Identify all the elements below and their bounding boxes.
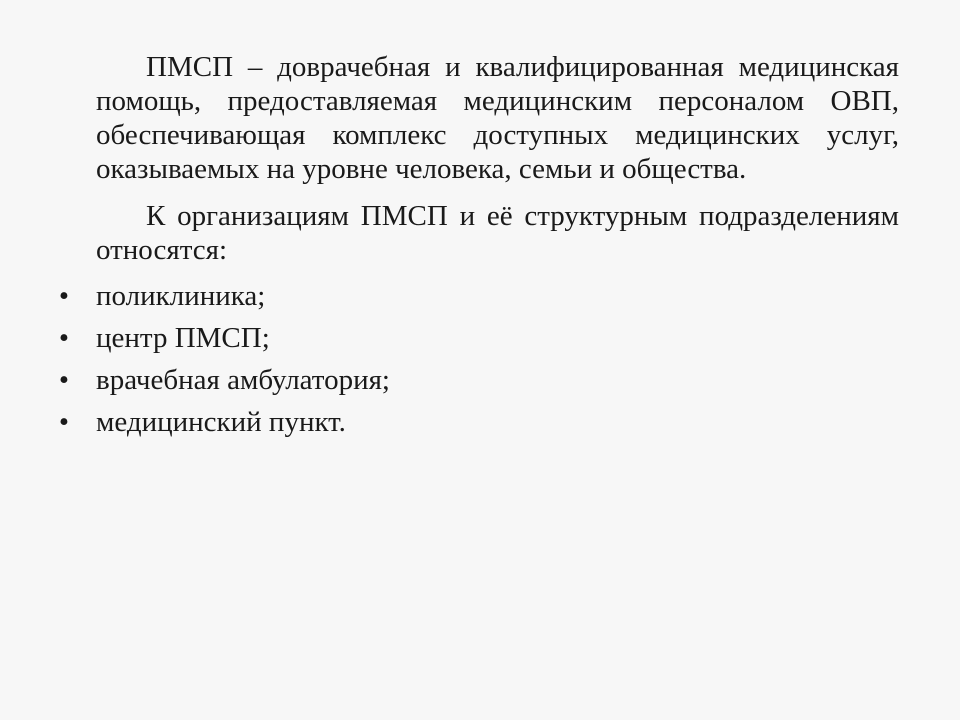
list-item [58, 321, 899, 355]
bullet-icon: • [58, 280, 70, 312]
slide-content [58, 50, 899, 447]
bullet-icon: • [58, 406, 70, 438]
definition-paragraph: ПМСП – доврачебная и квалифицированная медицинская помощь, предоставляемая медицинским персоналом ОВП, обеспечивающая комплекс доступных медицинских услуг, оказываемых на уровне человека, семьи и общества. [96, 51, 899, 185]
list-item [58, 363, 899, 397]
bullet-icon: • [58, 322, 70, 354]
organizations-intro-paragraph: К организациям ПМСП и её структурным подразделениям относятся: [96, 200, 899, 266]
list-item-label: поликлиника; [96, 280, 266, 312]
list-item-label: медицинский пункт. [96, 406, 346, 438]
list-item-label: врачебная амбулатория; [96, 364, 390, 396]
list-item [58, 405, 899, 439]
list-item-label: центр ПМСП; [96, 322, 270, 354]
organizations-list [58, 279, 899, 439]
bullet-icon: • [58, 364, 70, 396]
list-item [58, 279, 899, 313]
